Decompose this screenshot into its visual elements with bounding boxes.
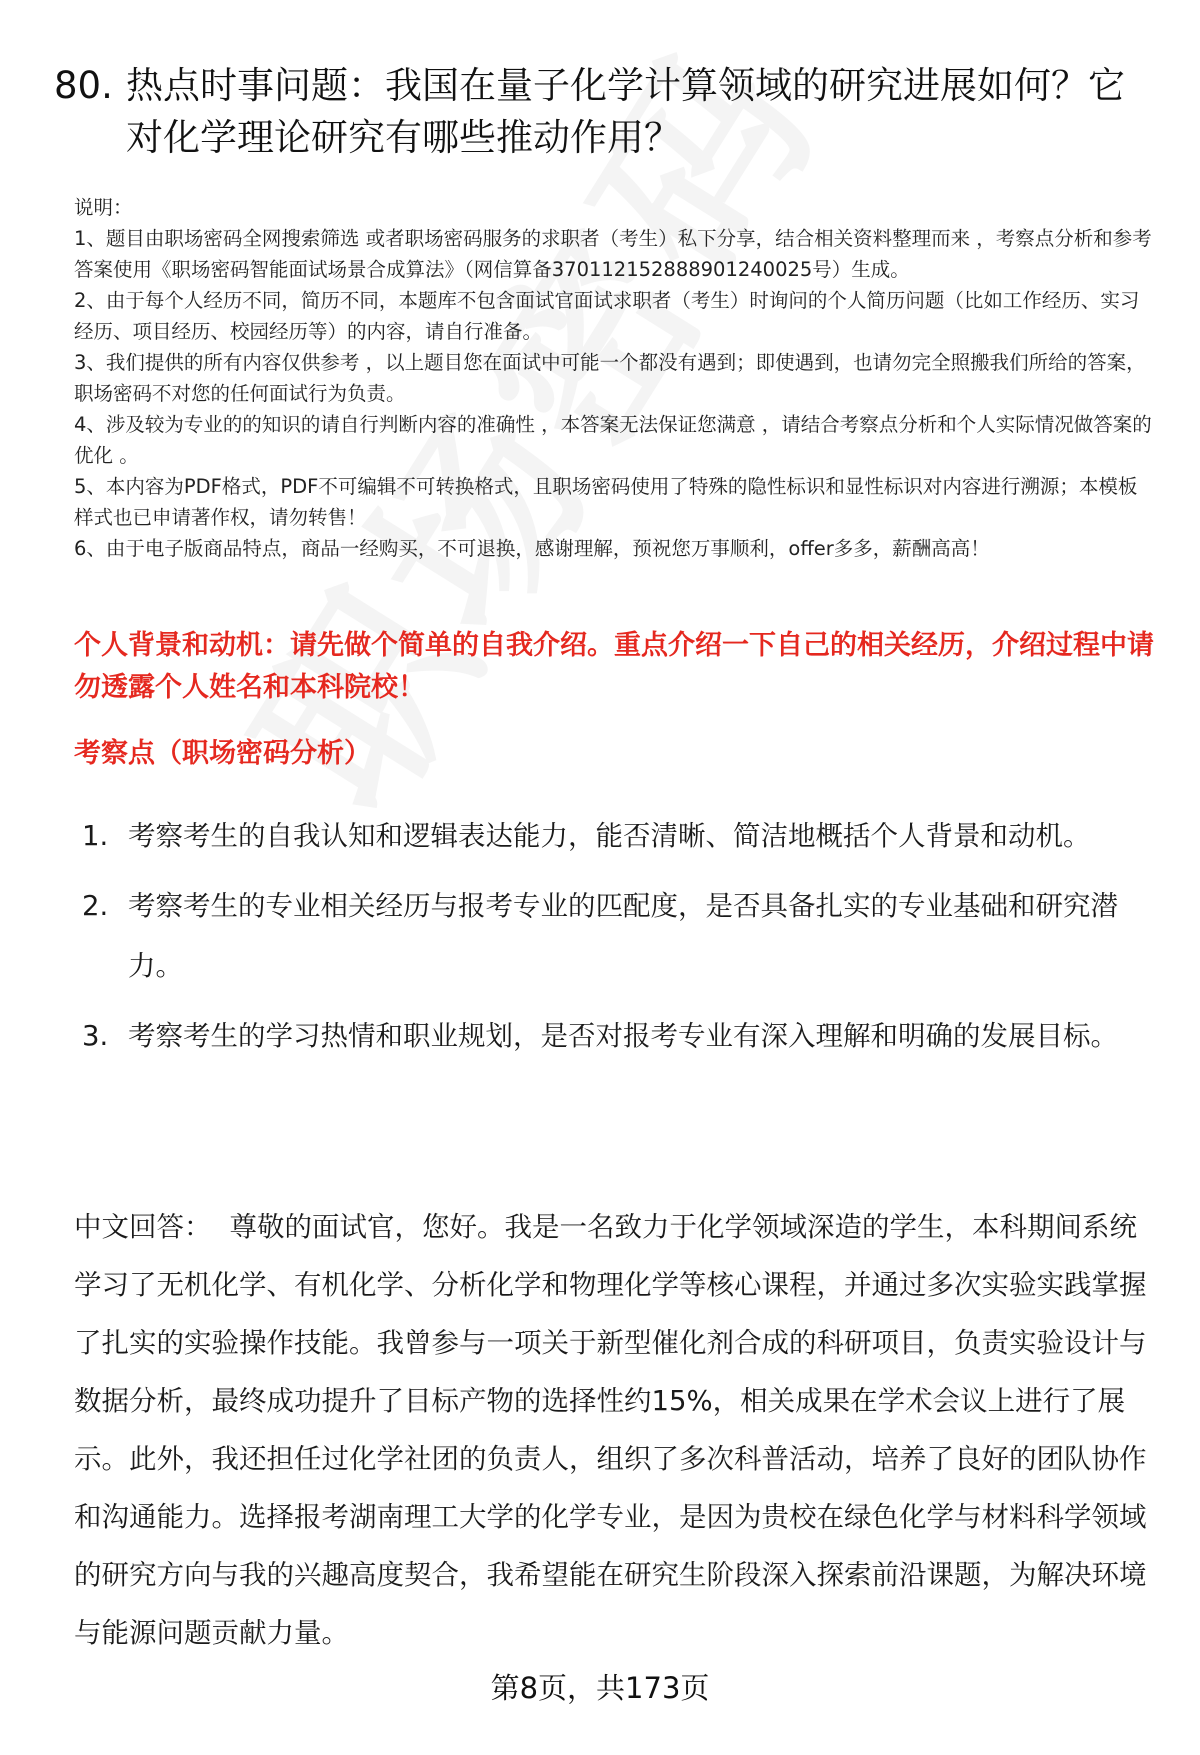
notes-title: 说明： [74, 196, 133, 219]
analysis-points [82, 806, 1152, 1076]
note-item: 6、由于电子版商品特点，商品一经购买，不可退换，感谢理解，预祝您万事顺利，offer多多，薪酬高高！ [74, 537, 990, 560]
page-footer: 第8页，共173页 [490, 1671, 710, 1705]
point-text: 考察考生的自我认知和逻辑表达能力，能否清晰、简洁地概括个人背景和动机。 [128, 820, 1091, 852]
analysis-point [82, 876, 1152, 996]
note-item: 1、题目由职场密码全网搜索筛选 或者职场密码服务的求职者（考生）私下分享，结合相关资料整理而来 ，考察点分析和参考答案使用《职场密码智能面试场景合成算法》（网信算备370112152888901240025号）生成。 [74, 227, 1152, 281]
analysis-point [82, 1006, 1152, 1066]
note-item: 5、本内容为PDF格式，PDF不可编辑不可转换格式，且职场密码使用了特殊的隐性标识和显性标识对内容进行溯源；本模板样式也已申请著作权，请勿转售！ [74, 475, 1138, 529]
interview-prompt: 个人背景和动机：请先做个简单的自我介绍。重点介绍一下自己的相关经历，介绍过程中请勿透露个人姓名和本科院校！ [74, 630, 1154, 703]
question-text: 热点时事问题：我国在量子化学计算领域的研究进展如何？它对化学理论研究有哪些推动作用？ [126, 64, 1125, 159]
question-heading [54, 60, 1154, 164]
notes-block [74, 192, 1154, 564]
point-number: 1. [82, 820, 109, 852]
answer-label: 中文回答： [74, 1211, 212, 1243]
point-number: 2. [82, 890, 109, 922]
answer-text: 尊敬的面试官，您好。我是一名致力于化学领域深造的学生，本科期间系统学习了无机化学、有机化学、分析化学和物理化学等核心课程，并通过多次实验实践掌握了扎实的实验操作技能。我曾参与一项关于新型催化剂合成的科研项目，负责实验设计与数据分析，最终成功提升了目标产物的选择性约15%，相关成果在学术会议上进行了展示。此外，我还担任过化学社团的负责人，组织了多次科普活动，培养了良好的团队协作和沟通能力。选择报考湖南理工大学的化学专业，是因为贵校在绿色化学与材料科学领域的研究方向与我的兴趣高度契合，我希望能在研究生阶段深入探索前沿课题，为解决环境与能源问题贡献力量。 [74, 1211, 1147, 1649]
note-item: 3、我们提供的所有内容仅供参考 ，以上题目您在面试中可能一个都没有遇到；即使遇到，也请勿完全照搬我们所给的答案，职场密码不对您的任何面试行为负责。 [74, 351, 1146, 405]
answer-block [74, 1198, 1154, 1662]
point-text: 考察考生的学习热情和职业规划，是否对报考专业有深入理解和明确的发展目标。 [128, 1020, 1118, 1052]
note-item: 2、由于每个人经历不同，简历不同，本题库不包含面试官面试求职者（考生）时询问的个人简历问题（比如工作经历、实习经历、项目经历、校园经历等）的内容，请自行准备。 [74, 289, 1140, 343]
analysis-point [82, 806, 1152, 866]
point-text: 考察考生的专业相关经历与报考专业的匹配度，是否具备扎实的专业基础和研究潜力。 [128, 890, 1118, 982]
question-number: 80. [54, 64, 113, 107]
point-number: 3. [82, 1020, 109, 1052]
note-item: 4、涉及较为专业的的知识的请自行判断内容的准确性 ，本答案无法保证您满意 ，请结合考察点分析和个人实际情况做答案的优化 。 [74, 413, 1152, 467]
analysis-heading: 考察点（职场密码分析） [74, 738, 371, 769]
